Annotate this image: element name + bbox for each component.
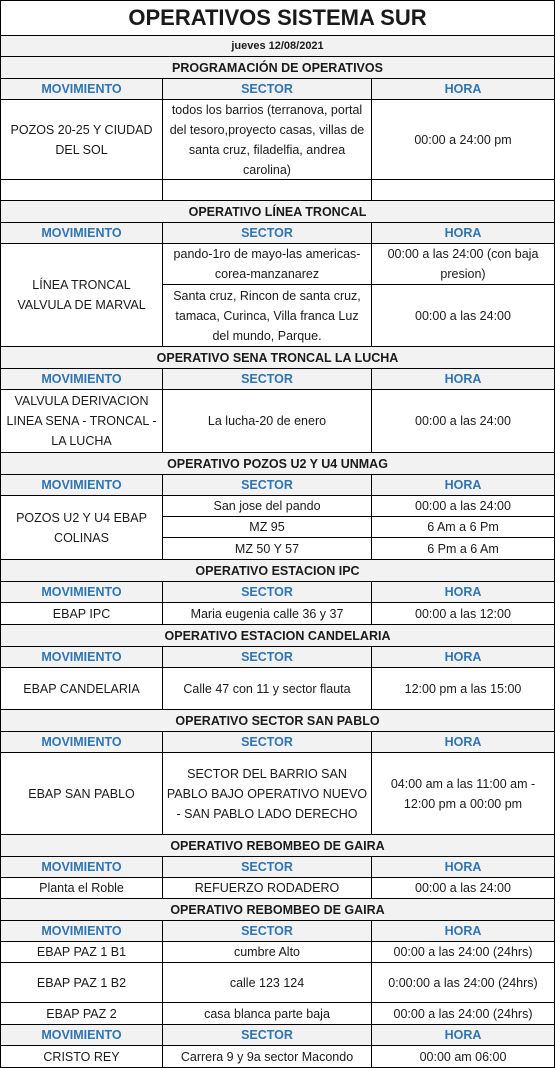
section-title-sena-troncal: OPERATIVO SENA TRONCAL LA LUCHA [1, 347, 554, 369]
movimiento-cell: POZOS U2 Y U4 EBAP COLINAS [1, 496, 163, 559]
hora-cell: 6 Pm a 6 Am [427, 541, 499, 556]
section-table-linea-troncal [1, 244, 554, 347]
sector-cell: MZ 50 Y 57 [163, 538, 372, 559]
column-headers [1, 857, 554, 878]
movimiento-cell: LÍNEA TRONCAL VALVULA DE MARVAL [1, 244, 163, 346]
header-movimiento: MOVIMIENTO [1, 921, 163, 941]
column-headers [1, 475, 554, 496]
section-title-programacion: PROGRAMACIÓN DE OPERATIVOS [1, 57, 554, 79]
movimiento-cell: EBAP CANDELARIA [1, 668, 163, 709]
header-sector: SECTOR [163, 921, 372, 941]
sector-cell: casa blanca parte baja [163, 1003, 372, 1024]
section-table-estacion-candelaria [1, 668, 554, 710]
column-headers [1, 1025, 554, 1046]
section-table-rebombeo-gaira [1, 878, 554, 899]
hora-cell: 00:00 a las 24:00 (24hrs) [393, 1006, 533, 1021]
movimiento-cell: POZOS 20-25 Y CIUDAD DEL SOL [1, 100, 163, 180]
header-sector: SECTOR [163, 79, 372, 99]
header-movimiento: MOVIMIENTO [1, 582, 163, 602]
sector-cell: SECTOR DEL BARRIO SAN PABLO BAJO OPERATIVO NUEVO - SAN PABLO LADO DERECHO [163, 753, 372, 834]
header-movimiento: MOVIMIENTO [1, 1025, 163, 1045]
header-sector: SECTOR [163, 582, 372, 602]
section-title-san-pablo: OPERATIVO SECTOR SAN PABLO [1, 710, 554, 732]
hora-cell: 00:00 a las 24:00 [415, 414, 511, 428]
header-sector: SECTOR [163, 732, 372, 752]
section-title-linea-troncal: OPERATIVO LÍNEA TRONCAL [1, 201, 554, 223]
header-hora: HORA [444, 1028, 482, 1042]
hora-cell: 00:00 a 24:00 pm [372, 100, 554, 180]
sector-cell: Santa cruz, Rincon de santa cruz, tamaca, Curinca, Villa franca Luz del mundo, Parque. [163, 285, 372, 346]
header-hora: HORA [444, 82, 482, 96]
section-title-estacion-ipc: OPERATIVO ESTACION IPC [1, 560, 554, 582]
sector-cell: Calle 47 con 11 y sector flauta [163, 668, 372, 709]
hora-cell: 00:00 am 06:00 [419, 1049, 507, 1064]
section-title-estacion-candelaria: OPERATIVO ESTACION CANDELARIA [1, 625, 554, 647]
hora-cell: 04:00 am a las 11:00 am - 12:00 pm a 00:00 pm [390, 776, 536, 811]
movimiento-cell: EBAP PAZ 1 B2 [1, 963, 163, 1003]
hora-cell: 00:00 a las 24:00 (24hrs) [372, 942, 554, 963]
section-title-pozos-u2-u4: OPERATIVO POZOS U2 Y U4 UNMAG [1, 453, 554, 475]
sector-cell: REFUERZO RODADERO [163, 878, 372, 898]
hora-cell: 12:00 pm a las 15:00 [404, 681, 522, 696]
header-sector: SECTOR [163, 475, 372, 495]
hora-cell: 6 Am a 6 Pm [372, 517, 554, 538]
hora-cell: 00:00 a las 24:00 [372, 496, 554, 517]
empty-cell [372, 180, 554, 200]
hora-cell: 00:00 a las 24:00 (con baja presion) [372, 244, 554, 285]
header-hora: HORA [444, 226, 482, 240]
header-movimiento: MOVIMIENTO [1, 79, 163, 99]
header-sector: SECTOR [163, 1025, 372, 1045]
column-headers [1, 732, 554, 753]
report-date: jueves 12/08/2021 [1, 36, 554, 57]
column-headers [1, 79, 554, 100]
header-movimiento: MOVIMIENTO [1, 857, 163, 877]
sector-cell: todos los barrios (terranova, portal del tesoro,proyecto casas, villas de santa cruz, filadelfia, andrea carolina) [163, 100, 372, 180]
header-movimiento: MOVIMIENTO [1, 732, 163, 752]
header-hora: HORA [444, 860, 482, 874]
hora-cell: 00:00 a las 24:00 [415, 308, 511, 323]
movimiento-cell: CRISTO REY [1, 1046, 163, 1067]
header-sector: SECTOR [163, 223, 372, 243]
header-hora: HORA [444, 924, 482, 938]
sector-cell: MZ 95 [163, 517, 372, 538]
sector-cell: San jose del pando [163, 496, 372, 517]
column-headers [1, 647, 554, 668]
section-table-sena-troncal [1, 390, 554, 453]
section-table-estacion-ipc [1, 603, 554, 625]
header-hora: HORA [444, 478, 482, 492]
hora-cell: 00:00 a las 12:00 [415, 606, 511, 621]
movimiento-cell: Planta el Roble [1, 878, 163, 898]
sector-cell: La lucha-20 de enero [163, 390, 372, 452]
column-headers [1, 921, 554, 942]
section-table-pozos-u2-u4 [1, 496, 554, 560]
header-sector: SECTOR [163, 369, 372, 389]
header-sector: SECTOR [163, 857, 372, 877]
section-table-rebombeo-gaira-2 [1, 942, 554, 1025]
section-title-rebombeo-gaira-2: OPERATIVO REBOMBEO DE GAIRA [1, 899, 554, 921]
hora-cell: 00:00 a las 24:00 [415, 881, 511, 895]
sector-cell: Carrera 9 y 9a sector Macondo [163, 1046, 372, 1067]
header-hora: HORA [444, 735, 482, 749]
movimiento-cell: VALVULA DERIVACION LINEA SENA - TRONCAL - LA LUCHA [1, 390, 163, 452]
header-movimiento: MOVIMIENTO [1, 647, 163, 667]
header-hora: HORA [444, 585, 482, 599]
page-title: OPERATIVOS SISTEMA SUR [1, 1, 554, 36]
empty-cell [1, 180, 163, 200]
header-sector: SECTOR [163, 647, 372, 667]
movimiento-cell: EBAP PAZ 2 [1, 1003, 163, 1024]
hora-cell: 0:00:00 a las 24:00 (24hrs) [372, 963, 554, 1003]
header-movimiento: MOVIMIENTO [1, 223, 163, 243]
sector-cell: calle 123 124 [163, 963, 372, 1003]
movimiento-cell: EBAP IPC [1, 603, 163, 624]
movimiento-cell: EBAP SAN PABLO [1, 753, 163, 834]
column-headers [1, 582, 554, 603]
section-title-rebombeo-gaira: OPERATIVO REBOMBEO DE GAIRA [1, 835, 554, 857]
section-table-cristo-rey [1, 1046, 554, 1067]
section-table-programacion [1, 100, 554, 201]
header-movimiento: MOVIMIENTO [1, 369, 163, 389]
empty-cell [163, 180, 372, 200]
header-hora: HORA [444, 650, 482, 664]
column-headers [1, 369, 554, 390]
movimiento-cell: EBAP PAZ 1 B1 [1, 942, 163, 963]
sector-cell: Maria eugenia calle 36 y 37 [163, 603, 372, 624]
sector-cell: pando-1ro de mayo-las americas-corea-manzanarez [163, 244, 372, 285]
section-table-san-pablo [1, 753, 554, 835]
sector-cell: cumbre Alto [163, 942, 372, 963]
column-headers [1, 223, 554, 244]
header-hora: HORA [444, 372, 482, 386]
header-movimiento: MOVIMIENTO [1, 475, 163, 495]
